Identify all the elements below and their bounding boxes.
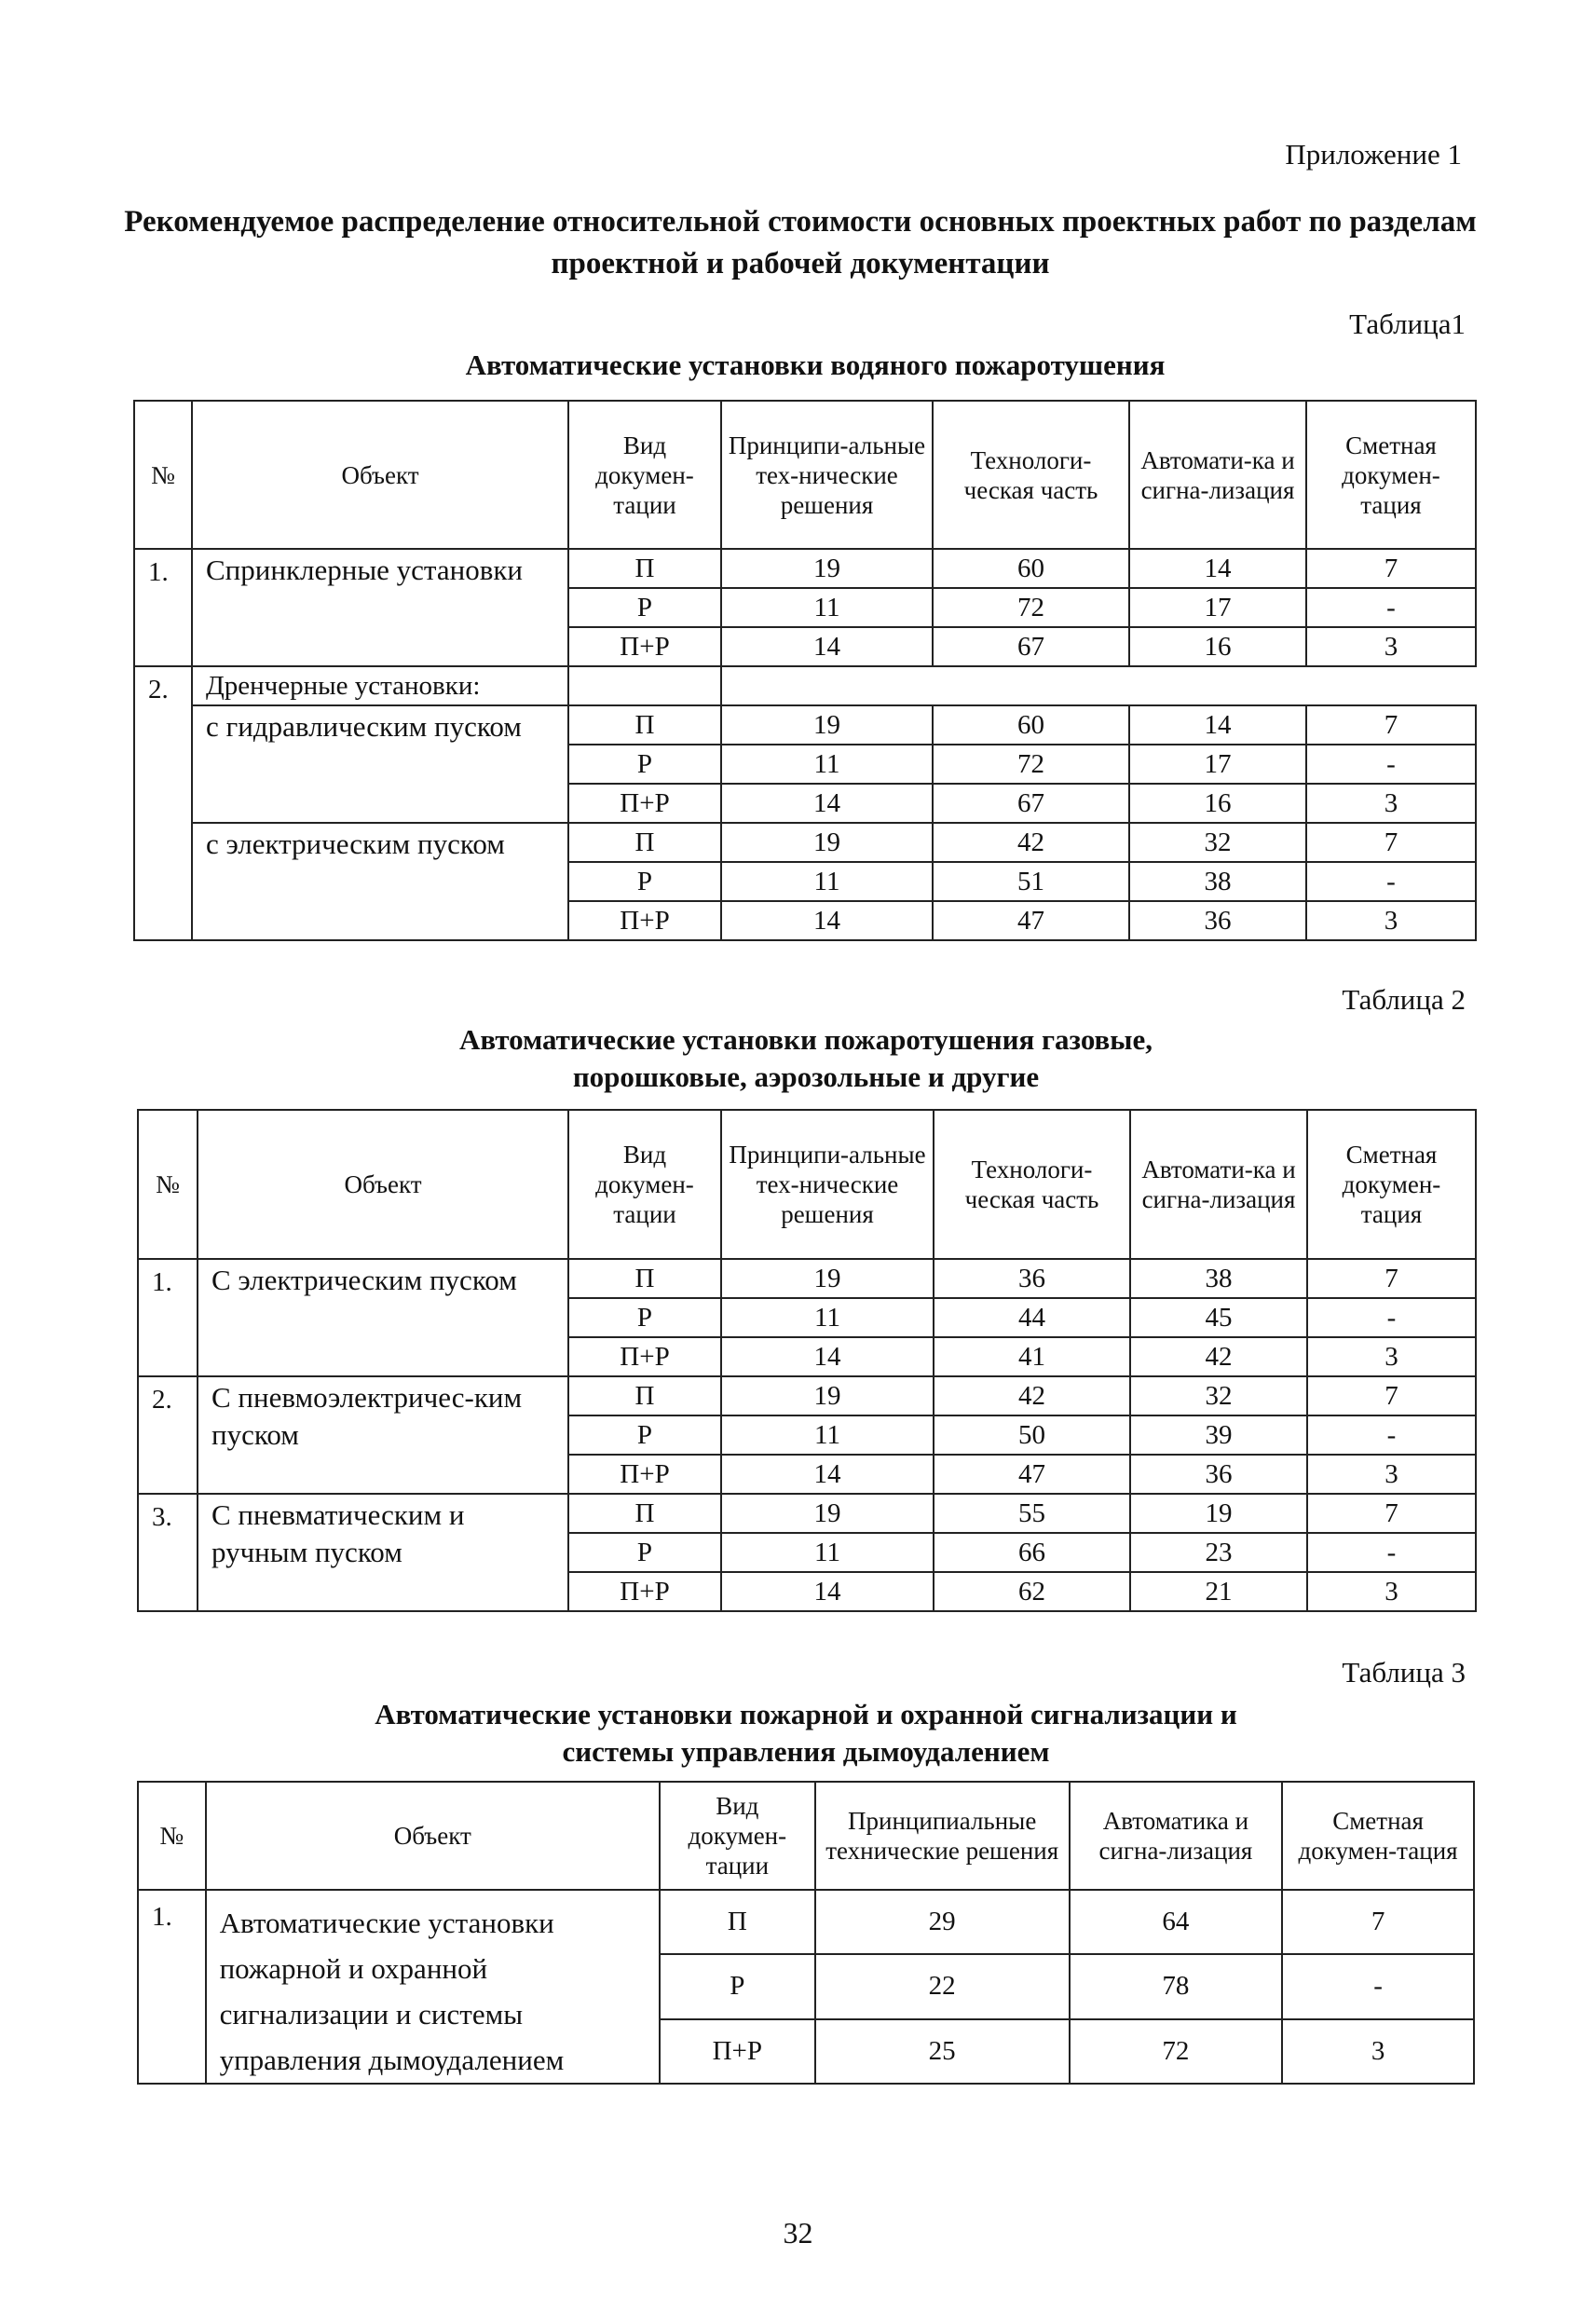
value-cell: 36: [934, 1259, 1130, 1298]
value-cell: 7: [1307, 1259, 1476, 1298]
row-object: Спринклерные установки: [192, 549, 568, 666]
table2-header-row: [138, 1110, 1476, 1259]
table-row: [138, 1376, 1476, 1415]
table3: [137, 1781, 1475, 2085]
value-cell: 19: [721, 1494, 934, 1533]
col-header-technological-part: Технологи-ческая часть: [933, 401, 1129, 549]
value-cell: 14: [1129, 549, 1306, 588]
value-cell: 67: [933, 627, 1129, 666]
value-cell: -: [1282, 1954, 1474, 2018]
row-object: С пневмоэлектричес-ким пуском: [198, 1376, 568, 1494]
doc-type-cell: Р: [660, 1954, 815, 2018]
table2: [137, 1109, 1477, 1612]
value-cell: 32: [1130, 1376, 1307, 1415]
value-cell: 11: [721, 862, 933, 901]
doc-type-cell: П: [660, 1890, 815, 1954]
table2-title-text: Автоматические установки пожаротушения газовые, порошковые, аэрозольные и другие: [458, 1023, 1153, 1093]
table-row: [134, 666, 1476, 705]
col-header-principal-solutions: Принципиальные технические решения: [815, 1782, 1070, 1890]
col-header-doc-type: Вид докумен-тации: [568, 1110, 721, 1259]
row-object: с электрическим пуском: [192, 823, 568, 940]
col-header-automation: Автоматика и сигна-лизация: [1070, 1782, 1283, 1890]
table-row: [138, 1259, 1476, 1298]
value-cell: 7: [1306, 549, 1476, 588]
col-header-number: №: [138, 1782, 206, 1890]
value-cell: 7: [1306, 705, 1476, 745]
page-number: 32: [783, 2216, 813, 2249]
row-number: 1.: [138, 1259, 198, 1376]
col-header-doc-type: Вид докумен-тации: [660, 1782, 815, 1890]
doc-type-cell: П+Р: [660, 2019, 815, 2084]
row-number: 1.: [134, 549, 192, 666]
doc-type-cell: Р: [568, 745, 721, 784]
row-object: с гидравлическим пуском: [192, 705, 568, 823]
value-cell: 25: [815, 2019, 1070, 2084]
table3-header-row: [138, 1782, 1474, 1890]
doc-type-cell: Р: [568, 1533, 721, 1572]
value-cell: 23: [1130, 1533, 1307, 1572]
table1: [133, 400, 1477, 941]
value-cell: 72: [1070, 2019, 1283, 2084]
value-cell: 39: [1130, 1415, 1307, 1455]
value-cell: 16: [1129, 784, 1306, 823]
value-cell: 62: [934, 1572, 1130, 1611]
value-cell: -: [1307, 1533, 1476, 1572]
row-number: 2.: [138, 1376, 198, 1494]
table1-header-row: [134, 401, 1476, 549]
col-header-estimate: Сметная докумен-тация: [1307, 1110, 1476, 1259]
value-cell: 72: [933, 588, 1129, 627]
value-cell: 64: [1070, 1890, 1283, 1954]
value-cell: 19: [721, 823, 933, 862]
value-cell: 41: [934, 1337, 1130, 1376]
value-cell: 3: [1307, 1572, 1476, 1611]
value-cell: 60: [933, 705, 1129, 745]
value-cell: 7: [1282, 1890, 1474, 1954]
value-cell: 19: [721, 1376, 934, 1415]
value-cell: 66: [934, 1533, 1130, 1572]
table-row: [138, 1494, 1476, 1533]
doc-type-cell: П+Р: [568, 1455, 721, 1494]
value-cell: -: [1306, 588, 1476, 627]
value-cell: 38: [1130, 1259, 1307, 1298]
doc-type-cell: П: [568, 1494, 721, 1533]
table2-number: Таблица 2: [1342, 983, 1466, 1016]
page-title: Рекомендуемое распределение относительной стоимости основных проектных работ по разделам проектной и рабочей документации: [124, 205, 1477, 280]
value-cell: 7: [1307, 1376, 1476, 1415]
col-header-estimate: Сметная докумен-тация: [1282, 1782, 1474, 1890]
value-cell: 38: [1129, 862, 1306, 901]
doc-type-cell: П: [568, 549, 721, 588]
row-object: С электрическим пуском: [198, 1259, 568, 1376]
value-cell: 19: [721, 705, 933, 745]
doc-type-cell: П+Р: [568, 627, 721, 666]
row-number: 2.: [134, 666, 192, 940]
doc-type-cell: Р: [568, 1415, 721, 1455]
col-header-automation: Автомати-ка и сигна-лизация: [1130, 1110, 1307, 1259]
value-cell: 60: [933, 549, 1129, 588]
table-row: [138, 1890, 1474, 1954]
row-object: Автоматические установки пожарной и охранной сигнализации и системы управления дымоудалением: [206, 1890, 660, 2084]
doc-type-cell: П: [568, 1259, 721, 1298]
value-cell: 3: [1307, 1337, 1476, 1376]
doc-type-cell: П+Р: [568, 1337, 721, 1376]
col-header-principal-solutions: Принципи-альные тех-нические решения: [721, 401, 933, 549]
doc-type-cell: П+Р: [568, 901, 721, 940]
appendix-label: Приложение 1: [1285, 138, 1462, 171]
value-cell: 19: [1130, 1494, 1307, 1533]
table2-title: [140, 1021, 1472, 1096]
value-cell: 3: [1306, 627, 1476, 666]
value-cell: 17: [1129, 745, 1306, 784]
value-cell: 17: [1129, 588, 1306, 627]
col-header-doc-type: Вид докумен-тации: [568, 401, 721, 549]
col-header-object: Объект: [192, 401, 568, 549]
value-cell: 51: [933, 862, 1129, 901]
table3-title-text: Автоматические установки пожарной и охранной сигнализации и системы управления дымоудалением: [375, 1698, 1237, 1768]
value-cell: 32: [1129, 823, 1306, 862]
table1-title: Автоматические установки водяного пожаротушения: [465, 349, 1166, 381]
table-row: [134, 823, 1476, 862]
table3-number: Таблица 3: [1342, 1656, 1466, 1689]
value-cell: 16: [1129, 627, 1306, 666]
doc-type-cell: Р: [568, 862, 721, 901]
value-cell: 11: [721, 588, 933, 627]
value-cell: 14: [721, 1337, 934, 1376]
value-cell: 67: [933, 784, 1129, 823]
value-cell: -: [1307, 1415, 1476, 1455]
value-cell: 21: [1130, 1572, 1307, 1611]
doc-type-cell: П+Р: [568, 784, 721, 823]
row-number: 3.: [138, 1494, 198, 1611]
value-cell: -: [1306, 862, 1476, 901]
value-cell: 3: [1306, 901, 1476, 940]
value-cell: 78: [1070, 1954, 1283, 2018]
col-header-number: №: [138, 1110, 198, 1259]
value-cell: 44: [934, 1298, 1130, 1337]
table3-title: [140, 1696, 1472, 1771]
value-cell: 11: [721, 1298, 934, 1337]
col-header-object: Объект: [198, 1110, 568, 1259]
col-header-principal-solutions: Принципи-альные тех-нические решения: [721, 1110, 934, 1259]
value-cell: 3: [1307, 1455, 1476, 1494]
doc-type-cell: П: [568, 823, 721, 862]
value-cell: 14: [721, 627, 933, 666]
doc-type-cell: П+Р: [568, 1572, 721, 1611]
doc-type-cell: П: [568, 705, 721, 745]
row-object: Дренчерные установки:: [192, 666, 568, 705]
table-row: [134, 549, 1476, 588]
doc-type-cell: Р: [568, 588, 721, 627]
value-cell: 3: [1306, 784, 1476, 823]
value-cell: 22: [815, 1954, 1070, 2018]
value-cell: 36: [1130, 1455, 1307, 1494]
row-object: С пневматическим и ручным пуском: [198, 1494, 568, 1611]
value-cell: 42: [1130, 1337, 1307, 1376]
value-cell: 47: [933, 901, 1129, 940]
col-header-number: №: [134, 401, 192, 549]
doc-type-cell: П: [568, 1376, 721, 1415]
value-cell: 19: [721, 1259, 934, 1298]
value-cell: 72: [933, 745, 1129, 784]
table1-number: Таблица1: [1349, 308, 1466, 340]
empty-cell: [721, 666, 1476, 705]
value-cell: 50: [934, 1415, 1130, 1455]
value-cell: 11: [721, 1533, 934, 1572]
value-cell: 42: [933, 823, 1129, 862]
value-cell: 7: [1306, 823, 1476, 862]
value-cell: -: [1306, 745, 1476, 784]
value-cell: 45: [1130, 1298, 1307, 1337]
value-cell: 14: [721, 1455, 934, 1494]
value-cell: 29: [815, 1890, 1070, 1954]
value-cell: 14: [1129, 705, 1306, 745]
value-cell: 36: [1129, 901, 1306, 940]
value-cell: -: [1307, 1298, 1476, 1337]
value-cell: 42: [934, 1376, 1130, 1415]
value-cell: 7: [1307, 1494, 1476, 1533]
value-cell: 14: [721, 1572, 934, 1611]
value-cell: 55: [934, 1494, 1130, 1533]
col-header-automation: Автомати-ка и сигна-лизация: [1129, 401, 1306, 549]
value-cell: 3: [1282, 2019, 1474, 2084]
col-header-technological-part: Технологи-ческая часть: [934, 1110, 1130, 1259]
col-header-object: Объект: [206, 1782, 660, 1890]
value-cell: 47: [934, 1455, 1130, 1494]
value-cell: 14: [721, 901, 933, 940]
table-row: [134, 705, 1476, 745]
value-cell: 11: [721, 1415, 934, 1455]
row-number: 1.: [138, 1890, 206, 2084]
col-header-estimate: Сметная докумен-тация: [1306, 401, 1476, 549]
empty-cell: [568, 666, 721, 705]
value-cell: 14: [721, 784, 933, 823]
value-cell: 19: [721, 549, 933, 588]
value-cell: 11: [721, 745, 933, 784]
doc-type-cell: Р: [568, 1298, 721, 1337]
